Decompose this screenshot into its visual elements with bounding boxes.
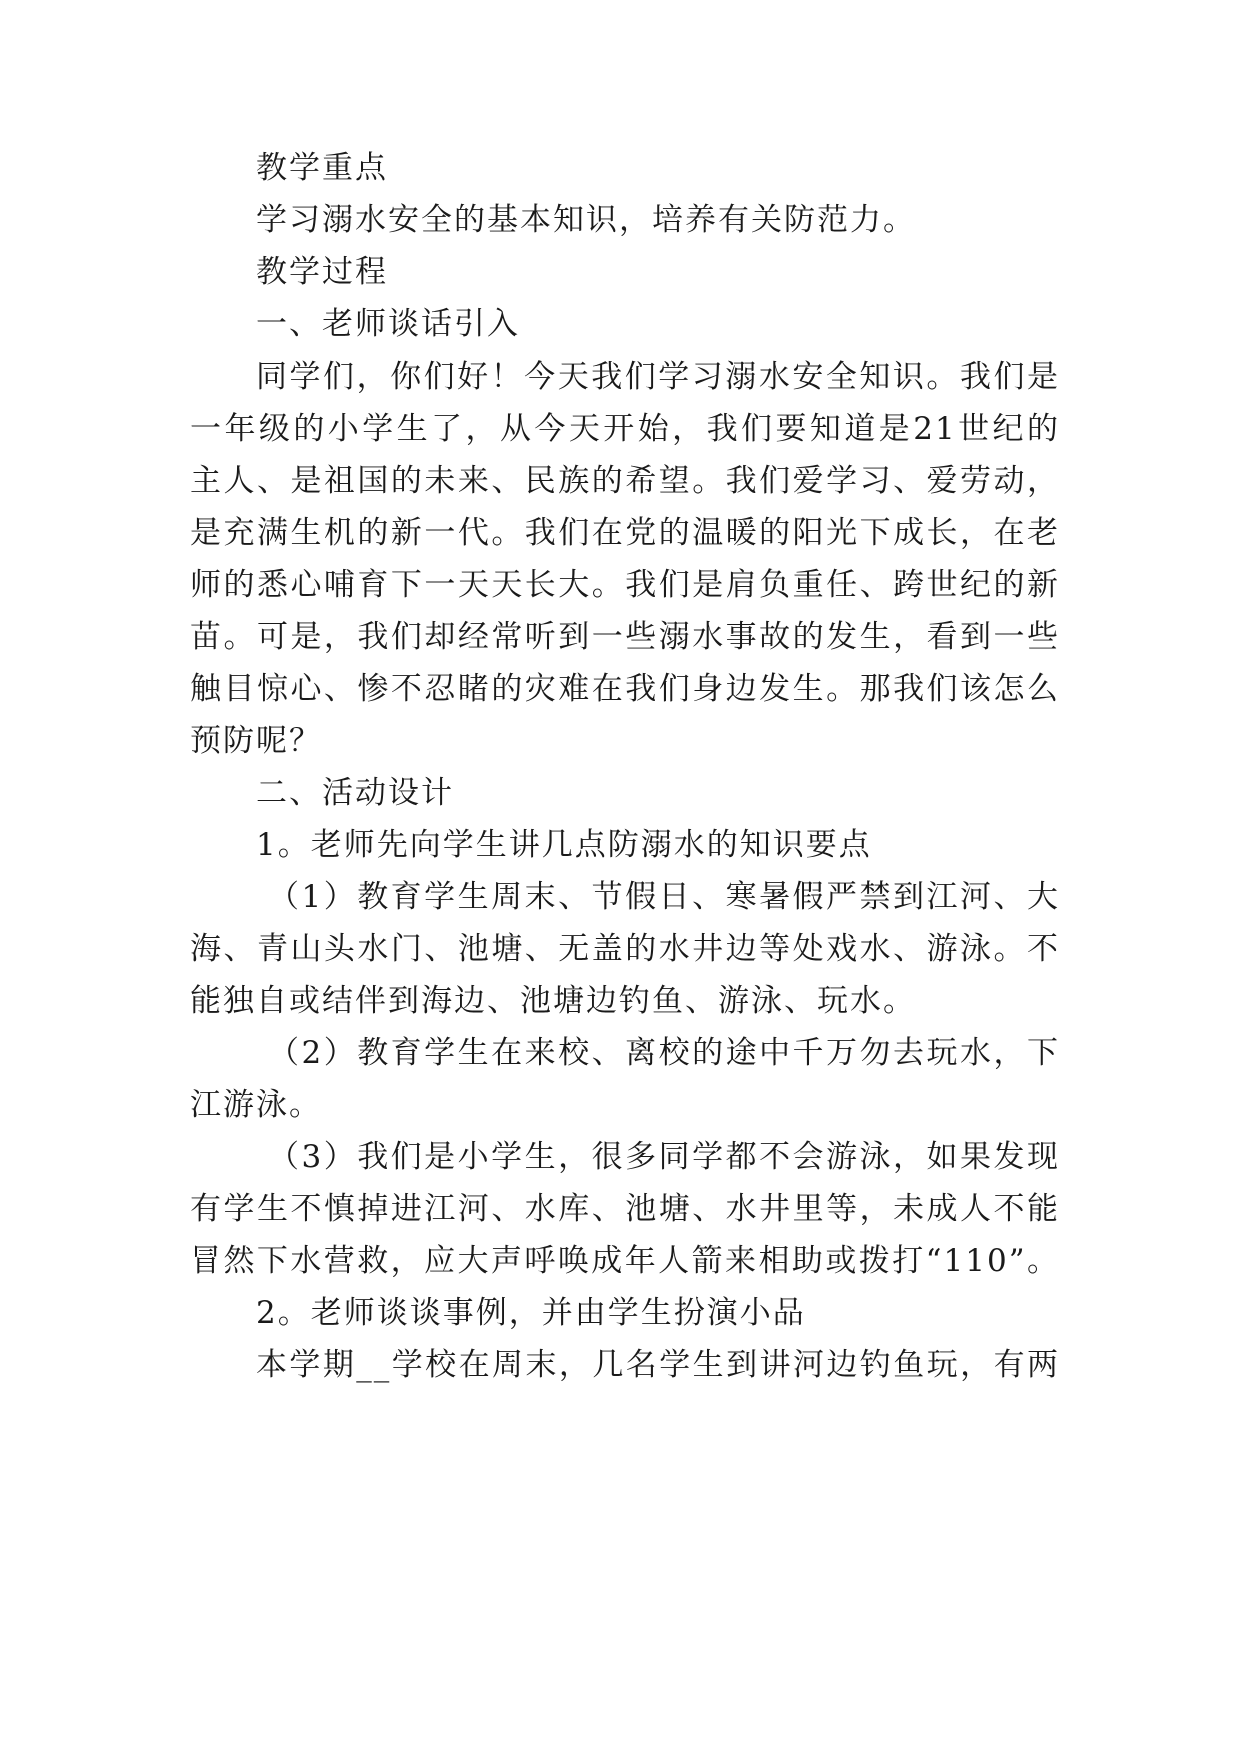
paragraph-line: 江游泳。 (190, 1087, 322, 1123)
paragraph-line: 一年级的小学生了，从今天开始，我们要知道是21世纪的 (190, 411, 1060, 447)
paragraph-line: 师的悉心哺育下一天天长大。我们是肩负重任、跨世纪的新 (190, 567, 1060, 603)
section-heading-activity: 二、活动设计 (256, 775, 454, 811)
list-item-heading: 2。老师谈谈事例，并由学生扮演小品 (256, 1295, 806, 1331)
paragraph-line: 海、青山头水门、池塘、无盖的水井边等处戏水、游泳。不 (190, 931, 1060, 967)
heading-teaching-focus: 教学重点 (256, 150, 388, 186)
list-item-heading: 1。老师先向学生讲几点防溺水的知识要点 (256, 827, 872, 863)
paragraph-line: 能独自或结伴到海边、池塘边钓鱼、游泳、玩水。 (190, 983, 916, 1019)
paragraph-line: 苗。可是，我们却经常听到一些溺水事故的发生，看到一些 (190, 619, 1060, 655)
paragraph-line: （3）我们是小学生，很多同学都不会游泳，如果发现 (268, 1139, 1060, 1175)
paragraph-line: （1）教育学生周末、节假日、寒暑假严禁到江河、大 (268, 879, 1060, 915)
paragraph-line: 有学生不慎掉进江河、水库、池塘、水井里等，未成人不能 (190, 1191, 1060, 1227)
paragraph-line: 学习溺水安全的基本知识，培养有关防范力。 (256, 202, 916, 238)
paragraph-line: 触目惊心、惨不忍睹的灾难在我们身边发生。那我们该怎么 (190, 671, 1060, 707)
paragraph-line: 预防呢？ (190, 723, 322, 759)
paragraph-line: 是充满生机的新一代。我们在党的温暖的阳光下成长，在老 (190, 515, 1060, 551)
paragraph-line: （2）教育学生在来校、离校的途中千万勿去玩水，下 (268, 1035, 1060, 1071)
paragraph-line: 主人、是祖国的未来、民族的希望。我们爱学习、爱劳动， (190, 463, 1060, 499)
paragraph-line: 本学期__学校在周末，几名学生到讲河边钓鱼玩，有两 (256, 1347, 1060, 1383)
heading-teaching-process: 教学过程 (256, 254, 388, 290)
paragraph-line: 冒然下水营救，应大声呼唤成年人箭来相助或拨打“110”。 (190, 1243, 1060, 1279)
section-heading-intro: 一、老师谈话引入 (256, 306, 520, 342)
paragraph-line: 同学们，你们好！今天我们学习溺水安全知识。我们是 (256, 359, 1060, 395)
